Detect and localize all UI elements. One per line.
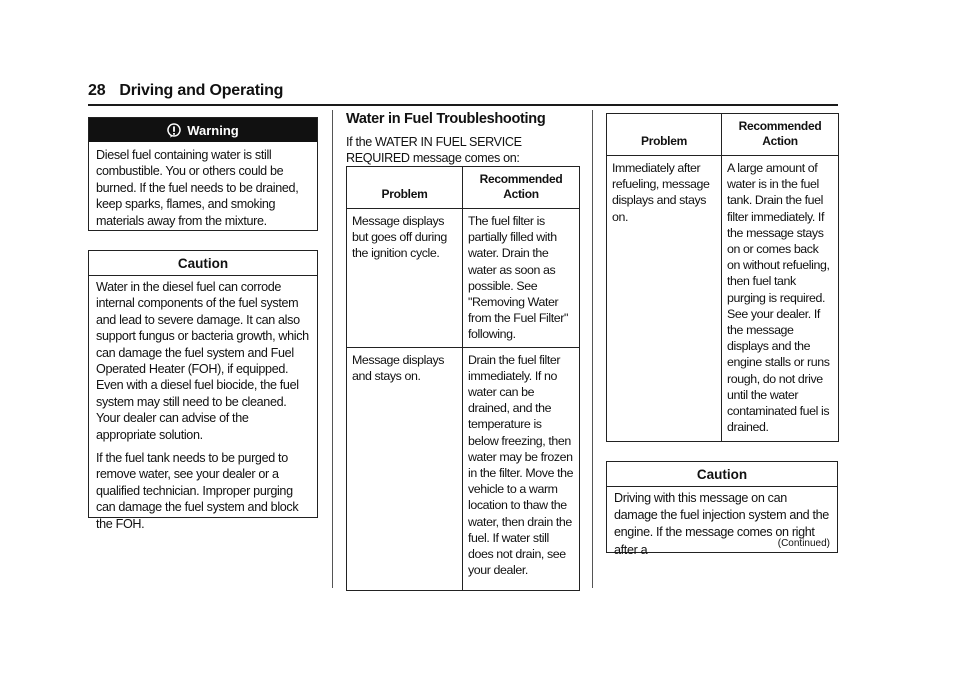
- problem-cell: Immediately after refueling, message displays and stays on.: [607, 156, 722, 442]
- column-header-problem: Problem: [347, 167, 463, 209]
- caution-paragraph-1: Water in the diesel fuel can corrode internal components of the fuel system and lead to severe damage. It can also support fungus or bacteria growth, which can damage the fuel system and Fuel Operated Heater (FOH), if equipped. Even with a diesel fuel biocide, the fuel system may still need to be cleaned. Your dealer can advise of the appropriate solution.: [96, 280, 309, 442]
- troubleshooting-table-1: [346, 166, 580, 591]
- warning-header: [89, 118, 317, 142]
- caution-title-2: Caution: [607, 462, 837, 484]
- caution-body-1: [89, 273, 317, 532]
- column-header-action: Recommended Action: [463, 167, 580, 209]
- action-cell: Drain the fuel filter immediately. If no water can be drained, and the temperature is below freezing, then water may be frozen in the filter. Move the vehicle to a warm location to thaw the water, then drain the fuel. If water still does not drain, see your dealer.: [463, 347, 580, 590]
- table-row: [607, 156, 839, 442]
- caution-title-1: Caution: [89, 251, 317, 273]
- column-divider-right: [592, 110, 593, 588]
- column-header-action: Recommended Action: [722, 114, 839, 156]
- table-header-row: [347, 167, 580, 209]
- table-row: [347, 347, 580, 590]
- page-number: 28: [88, 82, 106, 99]
- warning-box: [88, 117, 318, 231]
- caution-box-1: [88, 250, 318, 531]
- caution-box-2: [606, 461, 838, 557]
- problem-cell: Message displays and stays on.: [347, 347, 463, 590]
- column-divider-left: [332, 110, 333, 588]
- header-text: [88, 82, 838, 100]
- section-intro: If the WATER IN FUEL SERVICE REQUIRED message comes on:: [346, 135, 522, 166]
- warning-title: Warning: [187, 122, 239, 138]
- table-row: [347, 209, 580, 348]
- table-header-row: [607, 114, 839, 156]
- action-cell: The fuel filter is partially filled with water. Drain the water as soon as possible. See "Removing Water from the Fuel Filter" following.: [463, 209, 580, 348]
- troubleshooting-table-2: [606, 113, 839, 442]
- column-header-problem: Problem: [607, 114, 722, 156]
- section-title: Water in Fuel Troubleshooting: [346, 111, 546, 127]
- section-name: Driving and Operating: [119, 82, 284, 99]
- caution-paragraph-2: If the fuel tank needs to be purged to remove water, see your dealer or a qualified technician. Improper purging can damage the fuel system and block the FOH.: [96, 451, 299, 531]
- page-header: [88, 82, 838, 100]
- action-cell: A large amount of water is in the fuel tank. Drain the fuel filter immediately. If the message stays on or comes back on without refueling, then fuel tank purging is required. See your dealer. If the message displays and the engine stalls or runs rough, do not drive until the water contaminated fuel is drained.: [722, 156, 839, 442]
- problem-cell: Message displays but goes off during the ignition cycle.: [347, 209, 463, 348]
- caution-paragraph: Driving with this message on can damage the fuel injection system and the engine. If the message comes on right after a: [614, 491, 829, 557]
- warning-icon: [167, 123, 181, 138]
- warning-text: Diesel fuel containing water is still combustible. You or others could be burned. If the fuel needs to be drained, keep sparks, flames, and smoking materials away from the mixture.: [96, 148, 299, 228]
- header-rule: [88, 104, 838, 106]
- continued-label: (Continued): [777, 538, 830, 549]
